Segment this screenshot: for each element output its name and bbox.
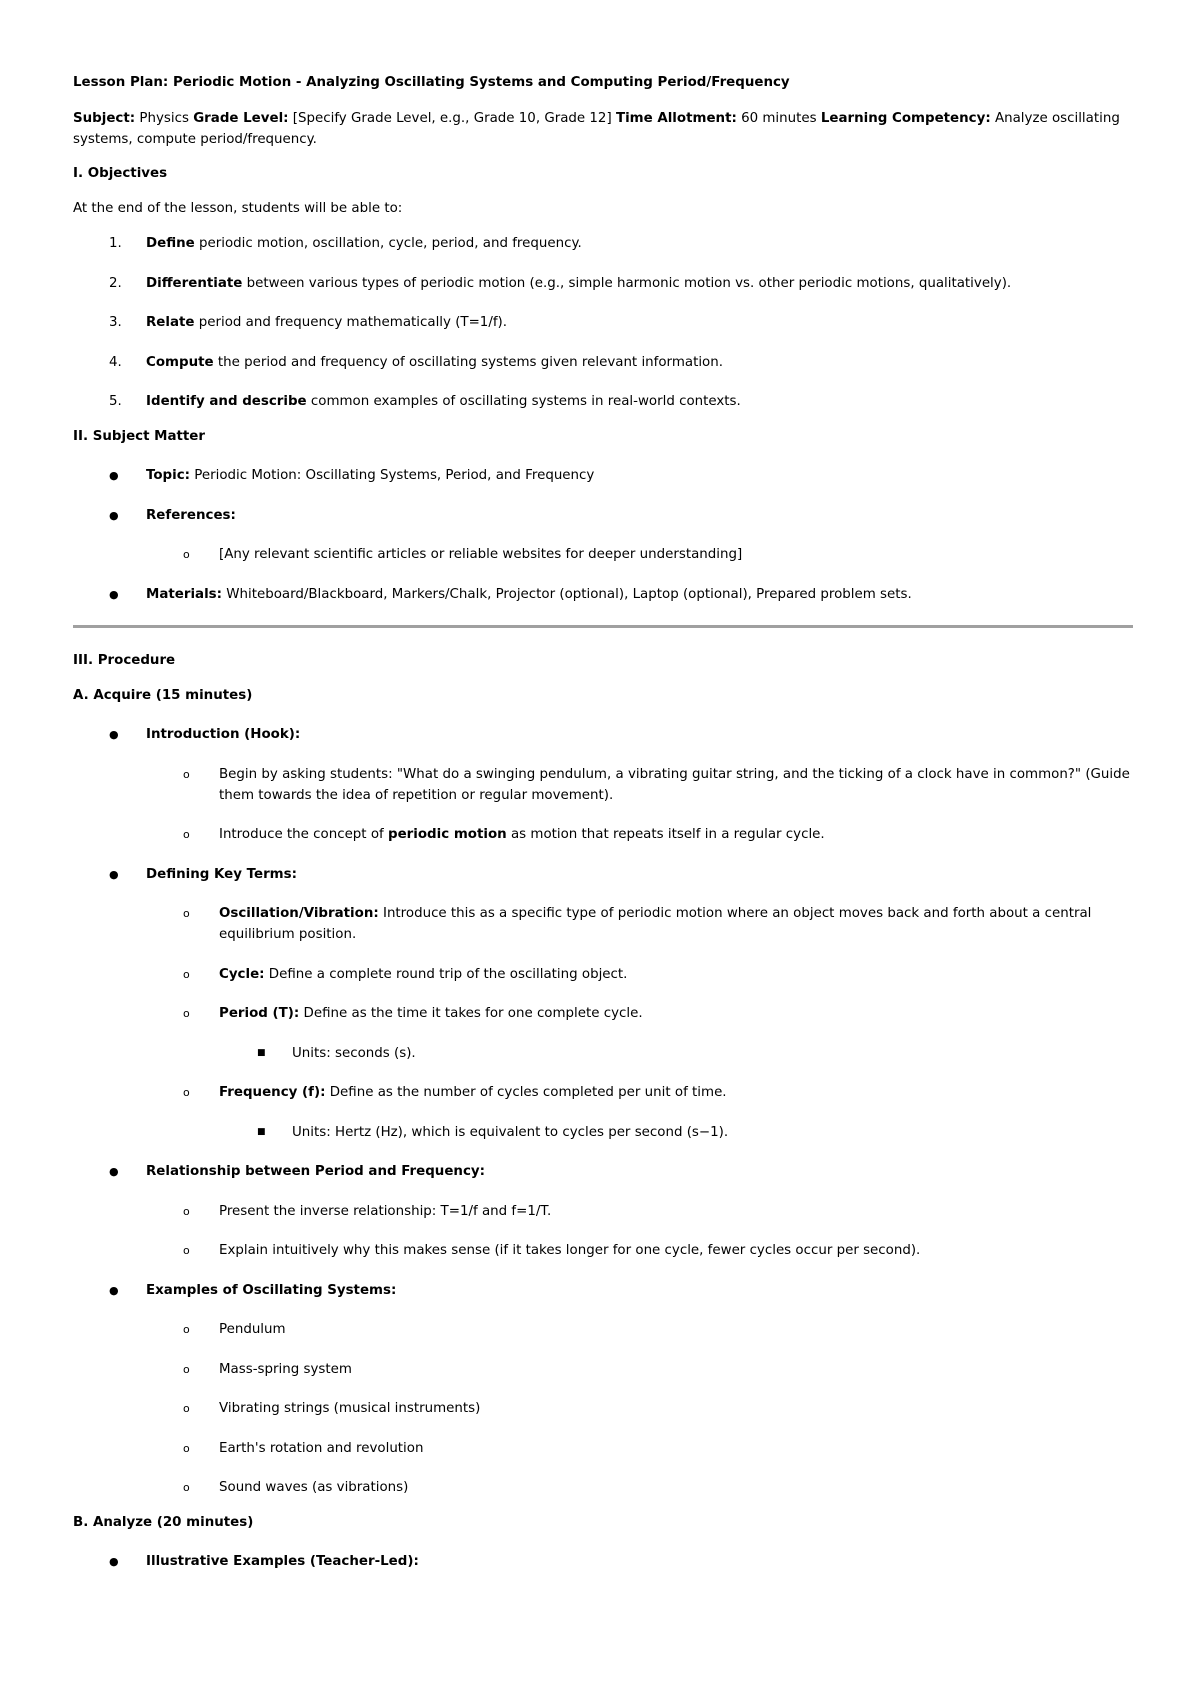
cycle-term: o Cycle: Define a complete round trip of the oscillating object. bbox=[73, 964, 1133, 985]
document-page bbox=[73, 72, 1133, 1591]
frequency-units: ■ Units: Hertz (Hz), which is equivalent to cycles per second (s−1). bbox=[73, 1122, 1133, 1143]
competency-label: Learning Competency: bbox=[820, 110, 991, 126]
illustrative-examples-item: ● Illustrative Examples (Teacher-Led): bbox=[73, 1551, 1133, 1572]
objectives-heading: I. Objectives bbox=[73, 165, 168, 181]
acquire-heading: A. Acquire (15 minutes) bbox=[73, 688, 253, 703]
time-label: Time Allotment: bbox=[615, 110, 737, 126]
bullet-icon: ● bbox=[109, 469, 119, 482]
grade-label: Grade Level: bbox=[193, 110, 289, 126]
materials-item: ● Materials: Whiteboard/Blackboard, Markers/Chalk, Projector (optional), Laptop (optional), Prepared problem sets. bbox=[73, 584, 1133, 605]
periodic-motion-intro: o Introduce the concept of periodic motion as motion that repeats itself in a regular cycle. bbox=[73, 824, 1133, 845]
ring-bullet-icon: o bbox=[183, 1323, 190, 1336]
example-entry: o Mass-spring system bbox=[73, 1359, 1133, 1380]
analyze-heading: B. Analyze (20 minutes) bbox=[73, 1515, 254, 1530]
objective-item: 4. Compute the period and frequency of oscillating systems given relevant information. bbox=[109, 354, 723, 370]
period-term: o Period (T): Define as the time it takes for one complete cycle. bbox=[73, 1003, 1133, 1024]
time-value: 60 minutes bbox=[736, 110, 821, 126]
objective-item: 1. Define periodic motion, oscillation, cycle, period, and frequency. bbox=[109, 236, 582, 251]
lesson-header bbox=[73, 108, 1133, 150]
bullet-icon: ● bbox=[109, 1555, 119, 1568]
ring-bullet-icon: o bbox=[183, 1204, 190, 1218]
ring-bullet-icon: o bbox=[183, 1402, 190, 1415]
example-entry: o Pendulum bbox=[73, 1319, 1133, 1340]
subject-value: Physics bbox=[135, 110, 194, 126]
ring-bullet-icon: o bbox=[183, 548, 190, 561]
square-bullet-icon: ■ bbox=[257, 1126, 266, 1137]
period-units: ■ Units: seconds (s). bbox=[73, 1043, 1133, 1064]
objective-item: 3. Relate period and frequency mathematically (T=1/f). bbox=[109, 315, 508, 330]
ring-bullet-icon: o bbox=[183, 1244, 190, 1257]
bullet-icon: ● bbox=[109, 728, 119, 741]
objectives-list bbox=[73, 233, 1133, 412]
ring-bullet-icon: o bbox=[183, 1441, 190, 1455]
square-bullet-icon: ■ bbox=[257, 1047, 266, 1058]
intro-hook-item: ● Introduction (Hook): bbox=[73, 724, 1133, 745]
ring-bullet-icon: o bbox=[183, 767, 190, 781]
topic-item: ● Topic: Periodic Motion: Oscillating Systems, Period, and Frequency bbox=[73, 465, 1133, 486]
oscillation-term: o Oscillation/Vibration: Introduce this as a specific type of periodic motion where an object moves back and forth about a central equilibrium position. bbox=[73, 903, 1133, 945]
relationship-item: ● Relationship between Period and Frequency: bbox=[73, 1161, 1133, 1182]
key-terms-item: ● Defining Key Terms: bbox=[73, 864, 1133, 885]
example-entry: o Vibrating strings (musical instruments) bbox=[73, 1398, 1133, 1419]
references-item: ● References: bbox=[73, 505, 1133, 526]
bullet-icon: ● bbox=[109, 587, 119, 601]
reference-entry: o [Any relevant scientific articles or reliable websites for deeper understanding] bbox=[73, 544, 1133, 565]
bullet-icon: ● bbox=[109, 1165, 119, 1178]
ring-bullet-icon: o bbox=[183, 967, 190, 981]
ring-bullet-icon: o bbox=[183, 1086, 190, 1099]
example-entry: o Earth's rotation and revolution bbox=[73, 1438, 1133, 1459]
horizontal-divider bbox=[73, 625, 1133, 628]
objective-item: 5. Identify and describe common examples of oscillating systems in real-world contexts. bbox=[109, 394, 741, 409]
grade-value: [Specify Grade Level, e.g., Grade 10, Grade 12] bbox=[288, 110, 616, 126]
document-title: Lesson Plan: Periodic Motion - Analyzing Oscillating Systems and Computing Period/Frequency bbox=[73, 75, 790, 90]
procedure-heading: III. Procedure bbox=[73, 652, 176, 668]
procedure-list bbox=[73, 724, 1133, 1498]
ring-bullet-icon: o bbox=[183, 1362, 190, 1376]
frequency-term: o Frequency (f): Define as the number of cycles completed per unit of time. bbox=[73, 1082, 1133, 1103]
example-entry: o Sound waves (as vibrations) bbox=[73, 1477, 1133, 1498]
ring-bullet-icon: o bbox=[183, 828, 190, 841]
ring-bullet-icon: o bbox=[183, 1481, 190, 1494]
examples-item: ● Examples of Oscillating Systems: bbox=[73, 1280, 1133, 1301]
bullet-icon: ● bbox=[109, 508, 119, 522]
ring-bullet-icon: o bbox=[183, 1007, 190, 1020]
bullet-icon: ● bbox=[109, 1283, 119, 1297]
objectives-intro: At the end of the lesson, students will be able to: bbox=[73, 201, 403, 216]
subject-label: Subject: bbox=[73, 110, 136, 126]
subject-matter-list bbox=[73, 465, 1133, 605]
relationship-formula: o Present the inverse relationship: T=1/f and f=1/T. bbox=[73, 1201, 1133, 1222]
competency-value: Analyze oscillating systems, compute period/frequency. bbox=[73, 110, 1120, 147]
relationship-explanation: o Explain intuitively why this makes sense (if it takes longer for one cycle, fewer cycles occur per second). bbox=[73, 1240, 1133, 1261]
objective-item: 2. Differentiate between various types of periodic motion (e.g., simple harmonic motion vs. other periodic motions, qualitatively). bbox=[109, 275, 1012, 291]
subject-matter-heading: II. Subject Matter bbox=[73, 429, 205, 444]
analyze-list bbox=[73, 1551, 1133, 1572]
ring-bullet-icon: o bbox=[183, 907, 190, 920]
bullet-icon: ● bbox=[109, 867, 119, 881]
hook-question: o Begin by asking students: "What do a swinging pendulum, a vibrating guitar string, and the ticking of a clock have in common?" (Guide them towards the idea of repetition or regular movement). bbox=[73, 764, 1133, 806]
